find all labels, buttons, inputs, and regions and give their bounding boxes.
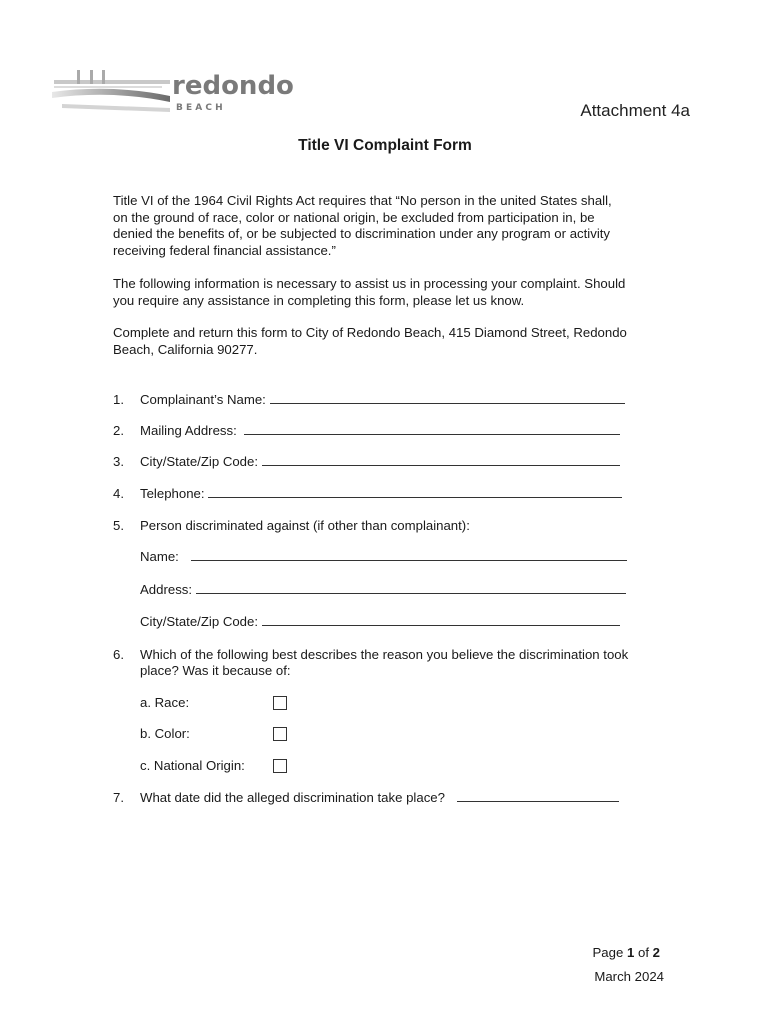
attachment-label: Attachment 4a bbox=[580, 101, 690, 120]
complainant-name-field[interactable] bbox=[140, 392, 625, 407]
footer-date: March 2024 bbox=[594, 969, 664, 984]
victim-name-label: Name: bbox=[140, 549, 179, 564]
q1-number: 1. bbox=[113, 392, 124, 407]
color-checkbox[interactable] bbox=[273, 727, 287, 741]
discrimination-date-label: What date did the alleged discrimination take place? bbox=[140, 790, 445, 805]
logo-wordmark: redondo bbox=[172, 71, 294, 101]
discrimination-date-blank[interactable] bbox=[457, 790, 619, 802]
intro-paragraph-2: The following information is necessary to assist us in processing your complaint. Should you require any assistance in completing this form, please let us know. bbox=[113, 276, 626, 308]
telephone-field[interactable] bbox=[140, 486, 622, 501]
telephone-label: Telephone: bbox=[140, 486, 205, 501]
victim-name-field[interactable] bbox=[140, 549, 627, 564]
q7-number: 7. bbox=[113, 790, 124, 805]
city-state-zip-field[interactable] bbox=[140, 454, 620, 469]
page-title: Title VI Complaint Form bbox=[298, 137, 472, 154]
q5-number: 5. bbox=[113, 518, 124, 533]
mailing-address-label: Mailing Address: bbox=[140, 423, 237, 438]
complainant-name-blank[interactable] bbox=[270, 392, 625, 404]
telephone-blank[interactable] bbox=[208, 486, 622, 498]
city-state-zip-blank[interactable] bbox=[262, 454, 620, 466]
intro-paragraph-3: Complete and return this form to City of Redondo Beach, 415 Diamond Street, Redondo Beach, California 90277. bbox=[113, 325, 627, 357]
intro-paragraph-1: Title VI of the 1964 Civil Rights Act requires that “No person in the united States shall, on the ground of race, color or national origin, be excluded from participation in, be denied the benefits of, or be subjected to discrimination under any program or activity receiving federal financial assistance.” bbox=[113, 193, 612, 258]
q3-number: 3. bbox=[113, 454, 124, 469]
victim-city-state-zip-field[interactable] bbox=[140, 614, 620, 629]
q6-question-line1: Which of the following best describes the reason you believe the discrimination took bbox=[140, 647, 629, 662]
page-number: Page 1 of 2 bbox=[592, 945, 660, 960]
victim-city-state-zip-label: City/State/Zip Code: bbox=[140, 614, 259, 629]
victim-name-blank[interactable] bbox=[191, 549, 627, 561]
q2-number: 2. bbox=[113, 423, 124, 438]
discrimination-date-field[interactable] bbox=[140, 790, 619, 805]
victim-address-field[interactable] bbox=[140, 582, 626, 597]
mailing-address-blank[interactable] bbox=[244, 423, 620, 435]
race-checkbox[interactable] bbox=[273, 696, 287, 710]
redondo-beach-logo bbox=[52, 66, 294, 116]
complainant-name-label: Complainant’s Name: bbox=[140, 392, 266, 407]
city-state-zip-label: City/State/Zip Code: bbox=[140, 454, 259, 469]
national-origin-checkbox[interactable] bbox=[273, 759, 287, 773]
race-option-label: a. Race: bbox=[140, 695, 190, 710]
victim-address-label: Address: bbox=[140, 582, 193, 597]
mailing-address-field[interactable] bbox=[140, 423, 620, 438]
color-option-label: b. Color: bbox=[140, 726, 190, 741]
national-origin-option-label: c. National Origin: bbox=[140, 758, 245, 773]
victim-city-state-zip-blank[interactable] bbox=[262, 614, 620, 626]
q6-question-line2: place? Was it because of: bbox=[140, 663, 291, 678]
q4-number: 4. bbox=[113, 486, 124, 501]
victim-address-blank[interactable] bbox=[196, 582, 626, 594]
q5-label: Person discriminated against (if other than complainant): bbox=[140, 518, 470, 533]
logo-subtext: B E A C H bbox=[176, 103, 223, 113]
q6-number: 6. bbox=[113, 647, 124, 662]
